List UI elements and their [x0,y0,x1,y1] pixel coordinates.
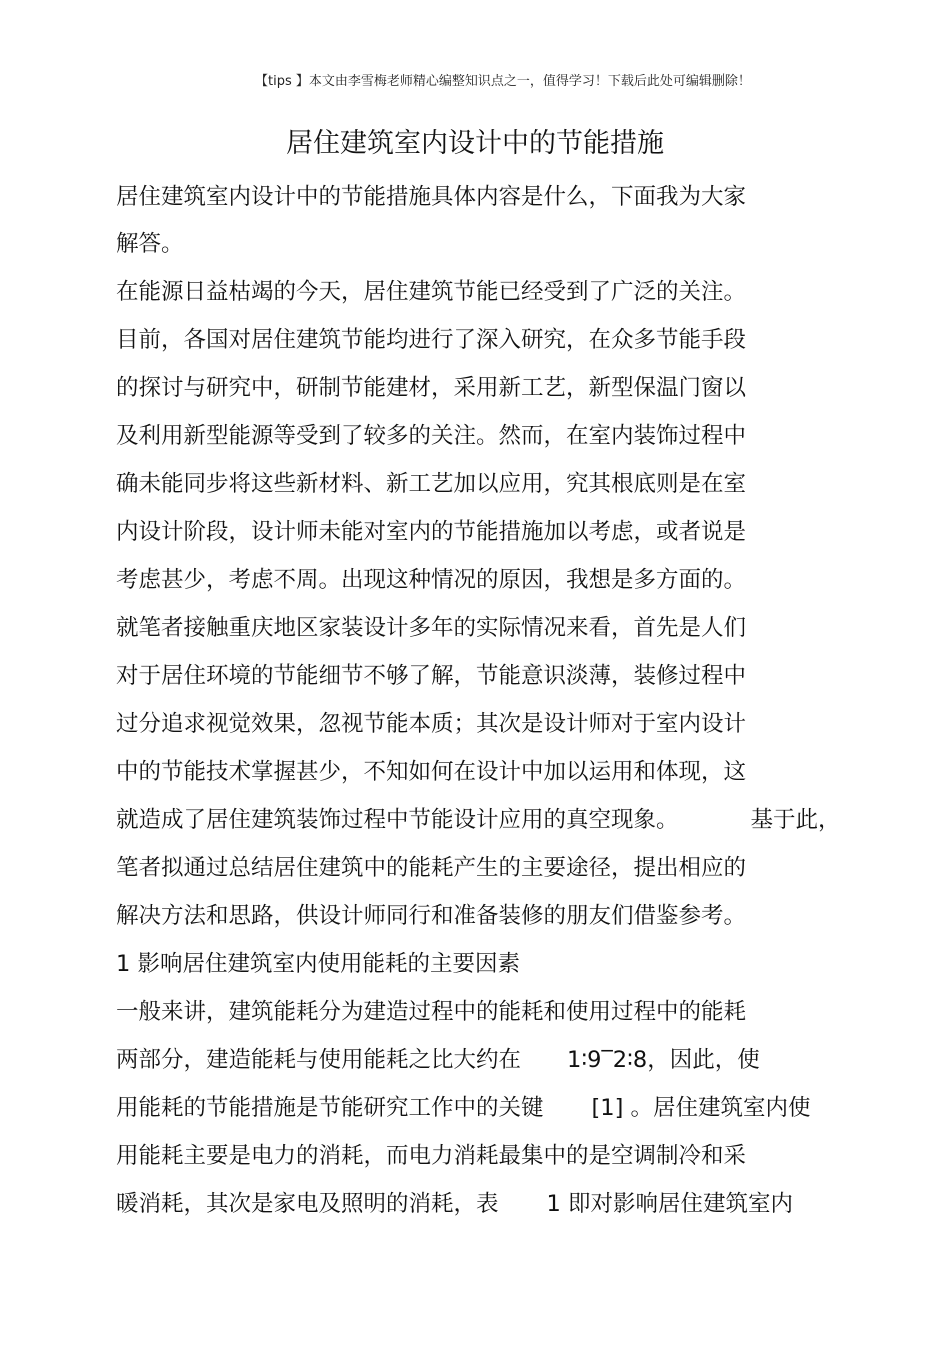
text-segment: 1 即对影响居住建筑室内 [546,1191,793,1217]
text-line: 目前，各国对居住建筑节能均进行了深入研究，在众多节能手段 [116,327,747,353]
text-line: 中的节能技术掌握甚少，不知如何在设计中加以运用和体现，这 [116,759,747,785]
text-line: 就笔者接触重庆地区家装设计多年的实际情况来看，首先是人们 [116,615,747,641]
text-line: 内设计阶段，设计师未能对室内的节能措施加以考虑，或者说是 [116,519,747,545]
text-line [116,1189,793,1219]
text-line: 及利用新型能源等受到了较多的关注。然而，在室内装饰过程中 [116,423,747,449]
text-segment: 两部分，建造能耗与使用能耗之比大约在 [116,1047,522,1073]
text-line: 过分追求视觉效果，忽视节能本质；其次是设计师对于室内设计 [116,711,747,737]
text-segment: 暖消耗，其次是家电及照明的消耗，表 [116,1191,499,1217]
text-line [116,805,841,835]
text-line: 在能源日益枯竭的今天，居住建筑节能已经受到了广泛的关注。 [116,279,747,305]
text-segment: 就造成了居住建筑装饰过程中节能设计应用的真空现象。 [116,807,679,833]
text-line: 笔者拟通过总结居住建筑中的能耗产生的主要途径，提出相应的 [116,855,747,881]
text-line: 确未能同步将这些新材料、新工艺加以应用，究其根底则是在室 [116,471,747,497]
header-tips: 【tips 】本文由李雪梅老师精心编整知识点之一，值得学习！下载后此处可编辑删除！ [255,74,751,89]
text-line: 解决方法和思路，供设计师同行和准备装修的朋友们借鉴参考。 [116,903,747,929]
text-line [116,1093,811,1123]
text-line: 解答。 [116,231,184,257]
text-line [116,1045,760,1075]
text-line: 的探讨与研究中，研制节能建材，采用新工艺，新型保温门窗以 [116,375,747,401]
text-line: 一般来讲，建筑能耗分为建造过程中的能耗和使用过程中的能耗 [116,999,747,1025]
section-heading: 1 影响居住建筑室内使用能耗的主要因素 [116,951,520,977]
citation-text: [1] 。居住建筑室内使 [591,1095,811,1121]
page-title: 居住建筑室内设计中的节能措施 [286,128,664,159]
text-line: 居住建筑室内设计中的节能措施具体内容是什么，下面我为大家 [116,184,747,210]
text-line: 对于居住环境的节能细节不够了解，节能意识淡薄，装修过程中 [116,663,747,689]
text-segment: 基于此， [750,807,841,833]
text-segment: 1∶9‾2∶8，因此，使 [567,1047,760,1073]
text-line: 考虑甚少，考虑不周。出现这种情况的原因，我想是多方面的。 [116,567,747,593]
text-line: 用能耗主要是电力的消耗，而电力消耗最集中的是空调制冷和采 [116,1143,747,1169]
text-segment: 用能耗的节能措施是节能研究工作中的关键 [116,1095,544,1121]
